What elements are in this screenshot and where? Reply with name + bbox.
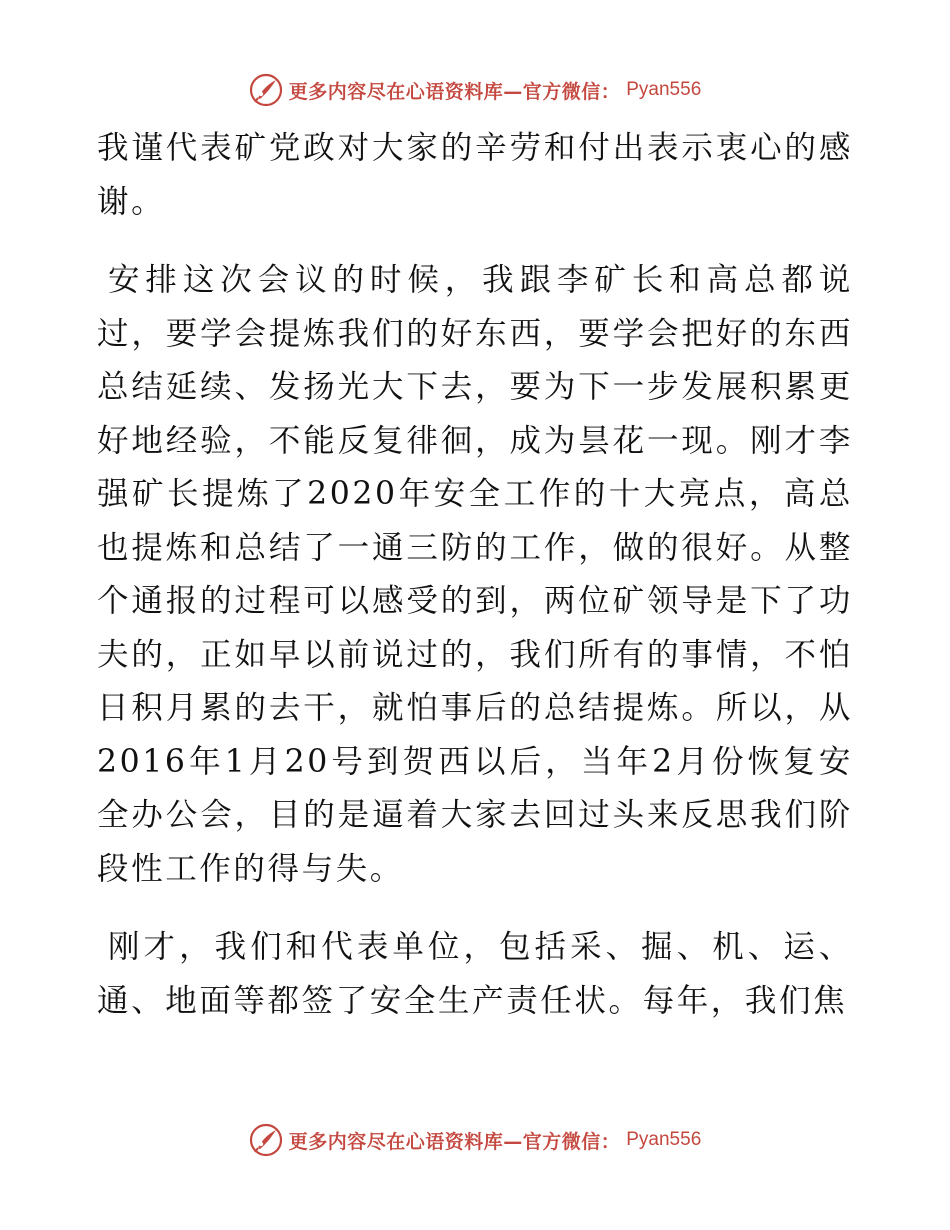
header-banner-handle: Pyan556 <box>626 79 702 100</box>
footer-banner-handle: Pyan556 <box>626 1129 702 1150</box>
paragraph-2: 安排这次会议的时候，我跟李矿长和高总都说过，要学会提炼我们的好东西，要学会把好的东西总结延续、发扬光大下去，要为下一步发展积累更好地经验，不能反复徘徊，成为昙花一现。刚才李强矿长提炼了2020年安全工作的十大亮点，高总也提炼和总结了一通三防的工作，做的很好。从整个通报的过程可以感受的到，两位矿领导是下了功夫的，正如早以前说过的，我们所有的事情，不怕日积月累的去干，就怕事后的总结提炼。所以，从2016年1月20号到贺西以后，当年2月份恢复安全办公会，目的是逼着大家去回过头来反思我们阶段性工作的得与失。 <box>97 262 853 887</box>
footer-banner <box>0 1120 950 1160</box>
quill-logo-icon <box>249 73 283 107</box>
document-body <box>97 122 853 1028</box>
header-banner <box>0 70 950 110</box>
paragraph-1: 我谨代表矿党政对大家的辛劳和付出表示衷心的感谢。 <box>97 130 853 220</box>
footer-banner-text: 更多内容尽在心语资料库—官方微信： <box>288 1130 621 1153</box>
header-banner-text: 更多内容尽在心语资料库—官方微信： <box>288 80 621 103</box>
paragraph-3: 刚才，我们和代表单位，包括采、掘、机、运、通、地面等都签了安全生产责任状。每年，我们焦 <box>97 929 853 1019</box>
quill-logo-icon <box>249 1123 283 1157</box>
